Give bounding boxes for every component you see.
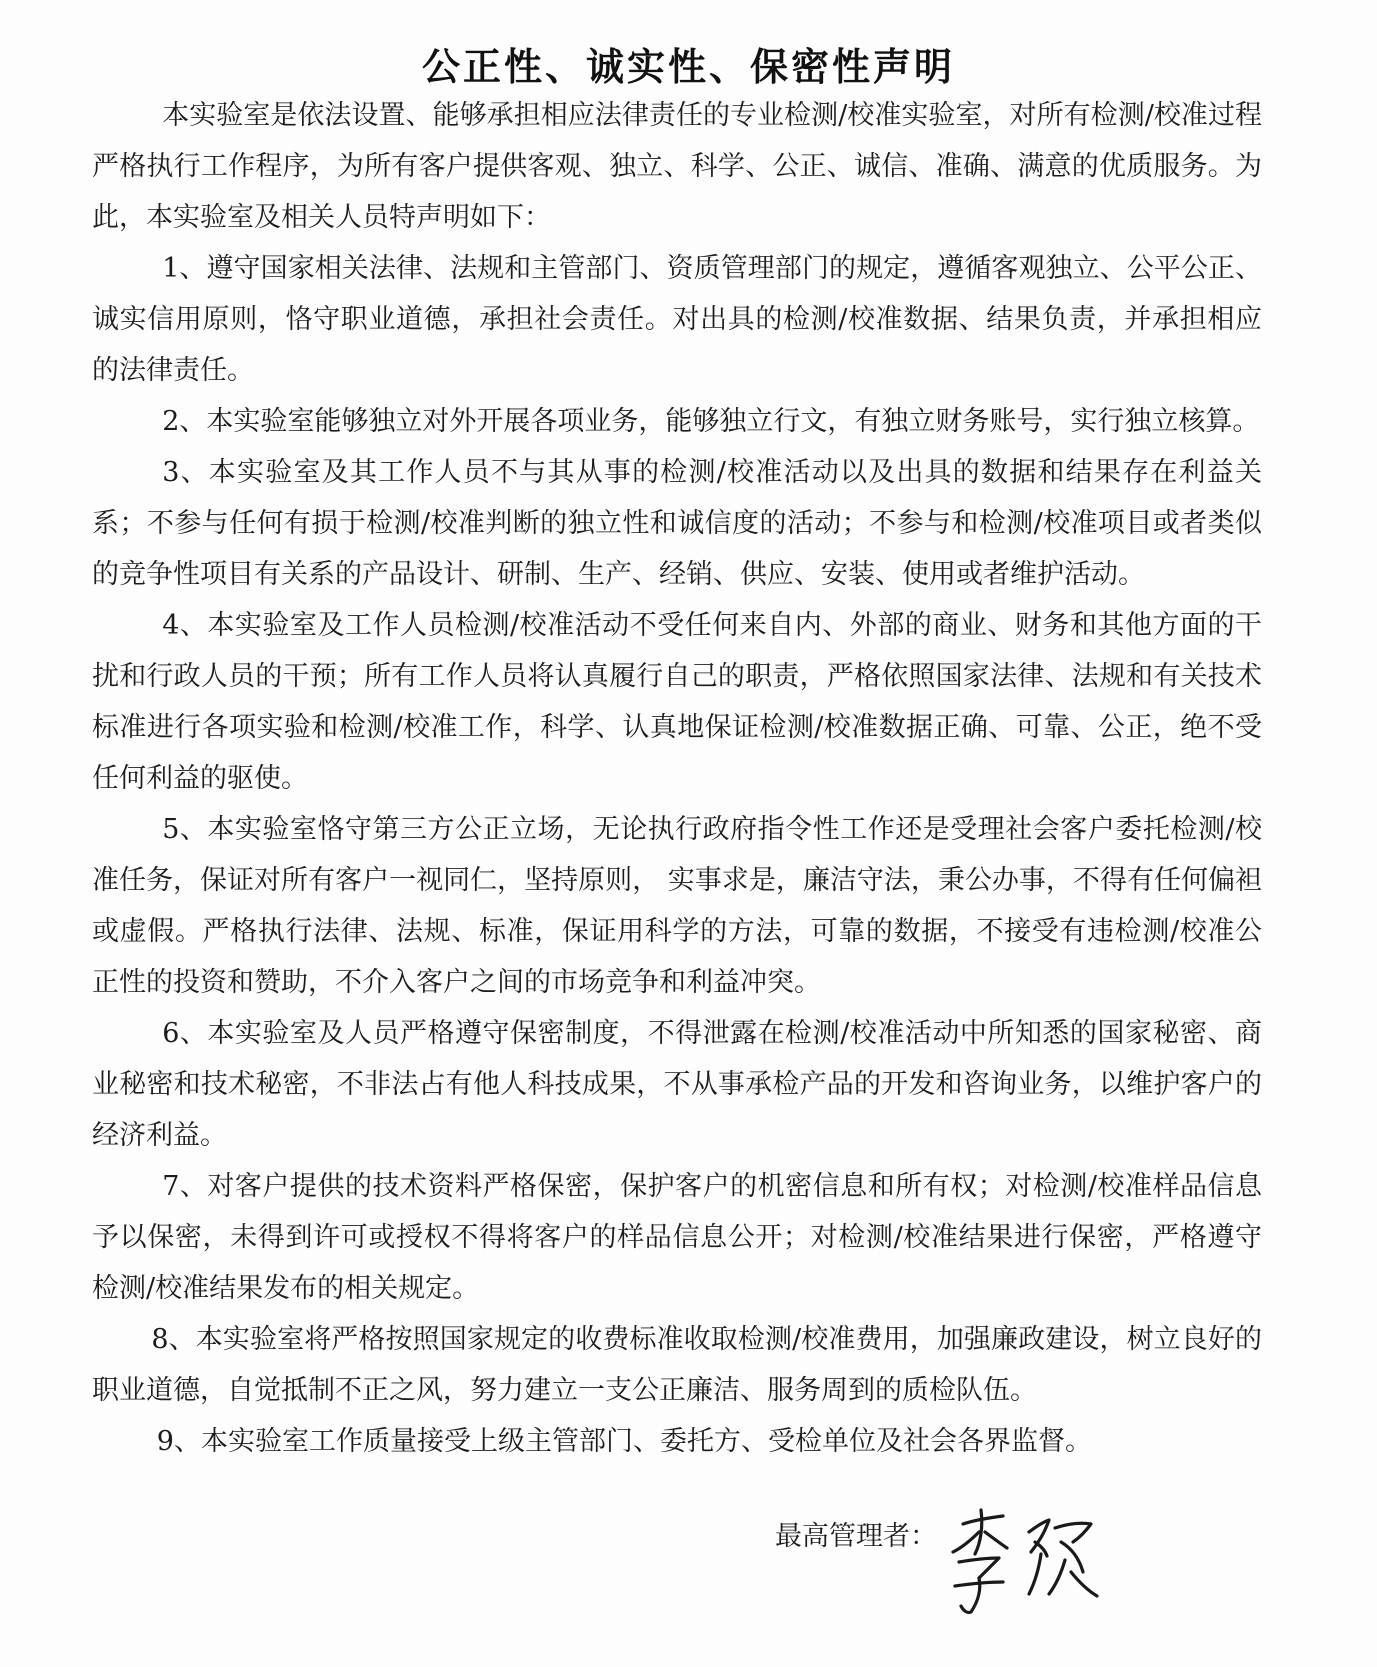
document-title: 公正性、诚实性、保密性声明 (421, 45, 955, 89)
clause-6: 6、本实验室及人员严格遵守保密制度，不得泄露在检测/校准活动中所知悉的国家秘密、商业秘密和技术秘密，不非法占有他人科技成果，不从事承检产品的开发和咨询业务，以维护客户的经济利益。 (92, 1018, 1262, 1151)
intro-paragraph: 本实验室是依法设置、能够承担相应法律责任的专业检测/校准实验室，对所有检测/校准过程严格执行工作程序，为所有客户提供客观、独立、科学、公正、诚信、准确、满意的优质服务。为此，本实验室及相关人员特声明如下： (92, 100, 1262, 233)
clause-5: 5、本实验室恪守第三方公正立场，无论执行政府指令性工作还是受理社会客户委托检测/校准任务，保证对所有客户一视同仁，坚持原则， 实事求是，廉洁守法，秉公办事，不得有任何偏袒或虚假。严格执行法律、法规、标准，保证用科学的方法，可靠的数据，不接受有违检测/校准公正性的投资和赞助，不介入客户之间的市场竞争和利益冲突。 (92, 814, 1262, 998)
clause-8: 8、本实验室将严格按照国家规定的收费标准收取检测/校准费用，加强廉政建设，树立良好的职业道德，自觉抵制不正之风，努力建立一支公正廉洁、服务周到的质检队伍。 (92, 1324, 1262, 1406)
clause-2: 2、本实验室能够独立对外开展各项业务，能够独立行文，有独立财务账号，实行独立核算。 (162, 406, 1260, 437)
signature-block (775, 1502, 1335, 1632)
clause-7: 7、对客户提供的技术资料严格保密，保护客户的机密信息和所有权；对检测/校准样品信息予以保密，未得到许可或授权不得将客户的样品信息公开；对检测/校准结果进行保密，严格遵守检测/校准结果发布的相关规定。 (92, 1171, 1262, 1304)
document-body (92, 90, 1262, 1467)
clause-4: 4、本实验室及工作人员检测/校准活动不受任何来自内、外部的商业、财务和其他方面的干扰和行政人员的干预；所有工作人员将认真履行自己的职责，严格依照国家法律、法规和有关技术标准进行各项实验和检测/校准工作，科学、认真地保证检测/校准数据正确、可靠、公正，绝不受任何利益的驱使。 (92, 610, 1262, 794)
signature-label: 最高管理者： (775, 1521, 937, 1552)
clause-3: 3、本实验室及其工作人员不与其从事的检测/校准活动以及出具的数据和结果存在利益关系；不参与任何有损于检测/校准判断的独立性和诚信度的活动；不参与和检测/校准项目或者类似的竞争性项目有关系的产品设计、研制、生产、经销、供应、安装、使用或者维护活动。 (92, 457, 1262, 590)
clause-1: 1、遵守国家相关法律、法规和主管部门、资质管理部门的规定，遵循客观独立、公平公正、诚实信用原则，恪守职业道德，承担社会责任。对出具的检测/校准数据、结果负责，并承担相应的法律责任。 (92, 253, 1262, 386)
clause-9: 9、本实验室工作质量接受上级主管部门、委托方、受检单位及社会各界监督。 (156, 1426, 1092, 1457)
handwritten-signature (945, 1502, 1105, 1622)
